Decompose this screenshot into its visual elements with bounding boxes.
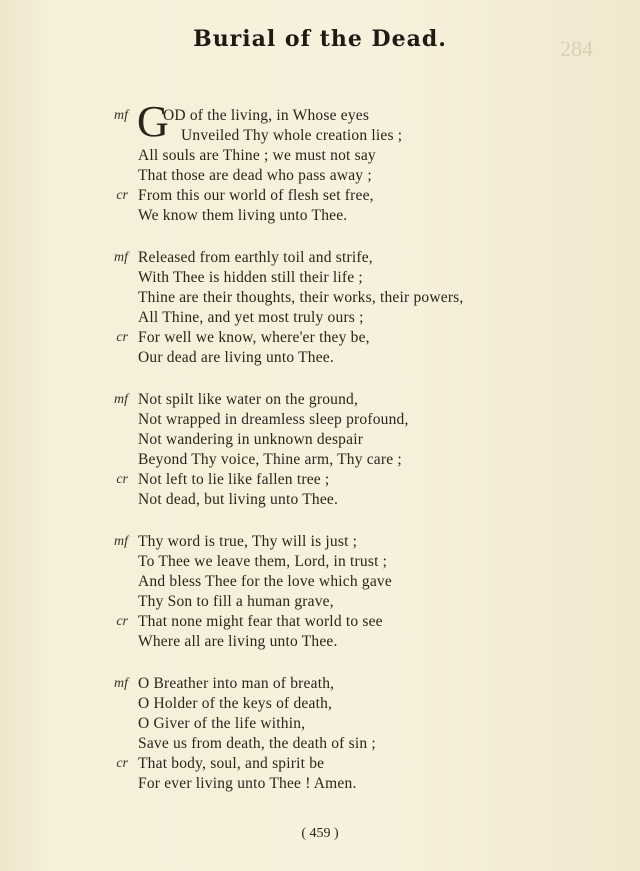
dynamic-mark: mf: [114, 108, 128, 123]
dynamic-mark: mf: [114, 676, 128, 691]
verse-line: For ever living unto Thee ! Amen.: [138, 774, 357, 792]
verse-line: All souls are Thine ; we must not say: [138, 146, 376, 164]
verse-line: From this our world of flesh set free,: [138, 186, 374, 204]
dynamic-mark: mf: [114, 392, 128, 407]
verse-line: Where all are living unto Thee.: [138, 632, 338, 650]
dynamic-mark: cr: [116, 755, 128, 771]
verse-line: For well we know, where'er they be,: [138, 328, 370, 346]
verse-line: O Holder of the keys of death,: [138, 694, 333, 712]
verse-line: With Thee is hidden still their life ;: [138, 268, 363, 286]
verse-line: And bless Thee for the love which gave: [138, 572, 392, 590]
verse-line: That none might fear that world to see: [138, 612, 383, 630]
page-title: Burial of the Dead.: [193, 26, 447, 52]
page-number: ( 459 ): [301, 826, 339, 841]
verse-line: OD of the living, in Whose eyes: [163, 107, 370, 124]
verse-line: Not left to lie like fallen tree ;: [138, 470, 330, 488]
verse-line: Not wandering in unknown despair: [138, 430, 364, 448]
verse-line: Save us from death, the death of sin ;: [138, 734, 376, 752]
verse-line: Thy word is true, Thy will is just ;: [138, 533, 358, 550]
verse-line: Not dead, but living unto Thee.: [138, 490, 339, 508]
verse-line: Thine are their thoughts, their works, their powers,: [138, 288, 464, 306]
dynamic-mark: cr: [116, 471, 128, 487]
dynamic-mark: mf: [114, 534, 128, 549]
dynamic-mark: cr: [116, 613, 128, 629]
verse-line: O Breather into man of breath,: [138, 675, 335, 692]
verse-line: We know them living unto Thee.: [138, 206, 348, 224]
dynamic-mark: cr: [116, 329, 128, 345]
verse-line: O Giver of the life within,: [138, 714, 306, 732]
verse-line: All Thine, and yet most truly ours ;: [138, 308, 364, 326]
show-through-number: 284: [560, 36, 593, 61]
verse-line: Not wrapped in dreamless sleep profound,: [138, 410, 409, 428]
verse-line: Our dead are living unto Thee.: [138, 348, 334, 366]
verse-line: Not spilt like water on the ground,: [138, 391, 359, 408]
verse-line: Unveiled Thy whole creation lies ;: [181, 126, 403, 144]
dynamic-mark: mf: [114, 250, 128, 265]
dynamic-mark: cr: [116, 187, 128, 203]
drop-cap: G: [137, 97, 169, 146]
verse-line: Released from earthly toil and strife,: [138, 249, 373, 266]
verse-line: Thy Son to fill a human grave,: [138, 592, 334, 610]
verse-line: To Thee we leave them, Lord, in trust ;: [138, 552, 388, 570]
verse-line: Beyond Thy voice, Thine arm, Thy care ;: [138, 450, 402, 468]
verse-line: That those are dead who pass away ;: [138, 166, 372, 184]
verse-line: That body, soul, and spirit be: [138, 754, 325, 772]
